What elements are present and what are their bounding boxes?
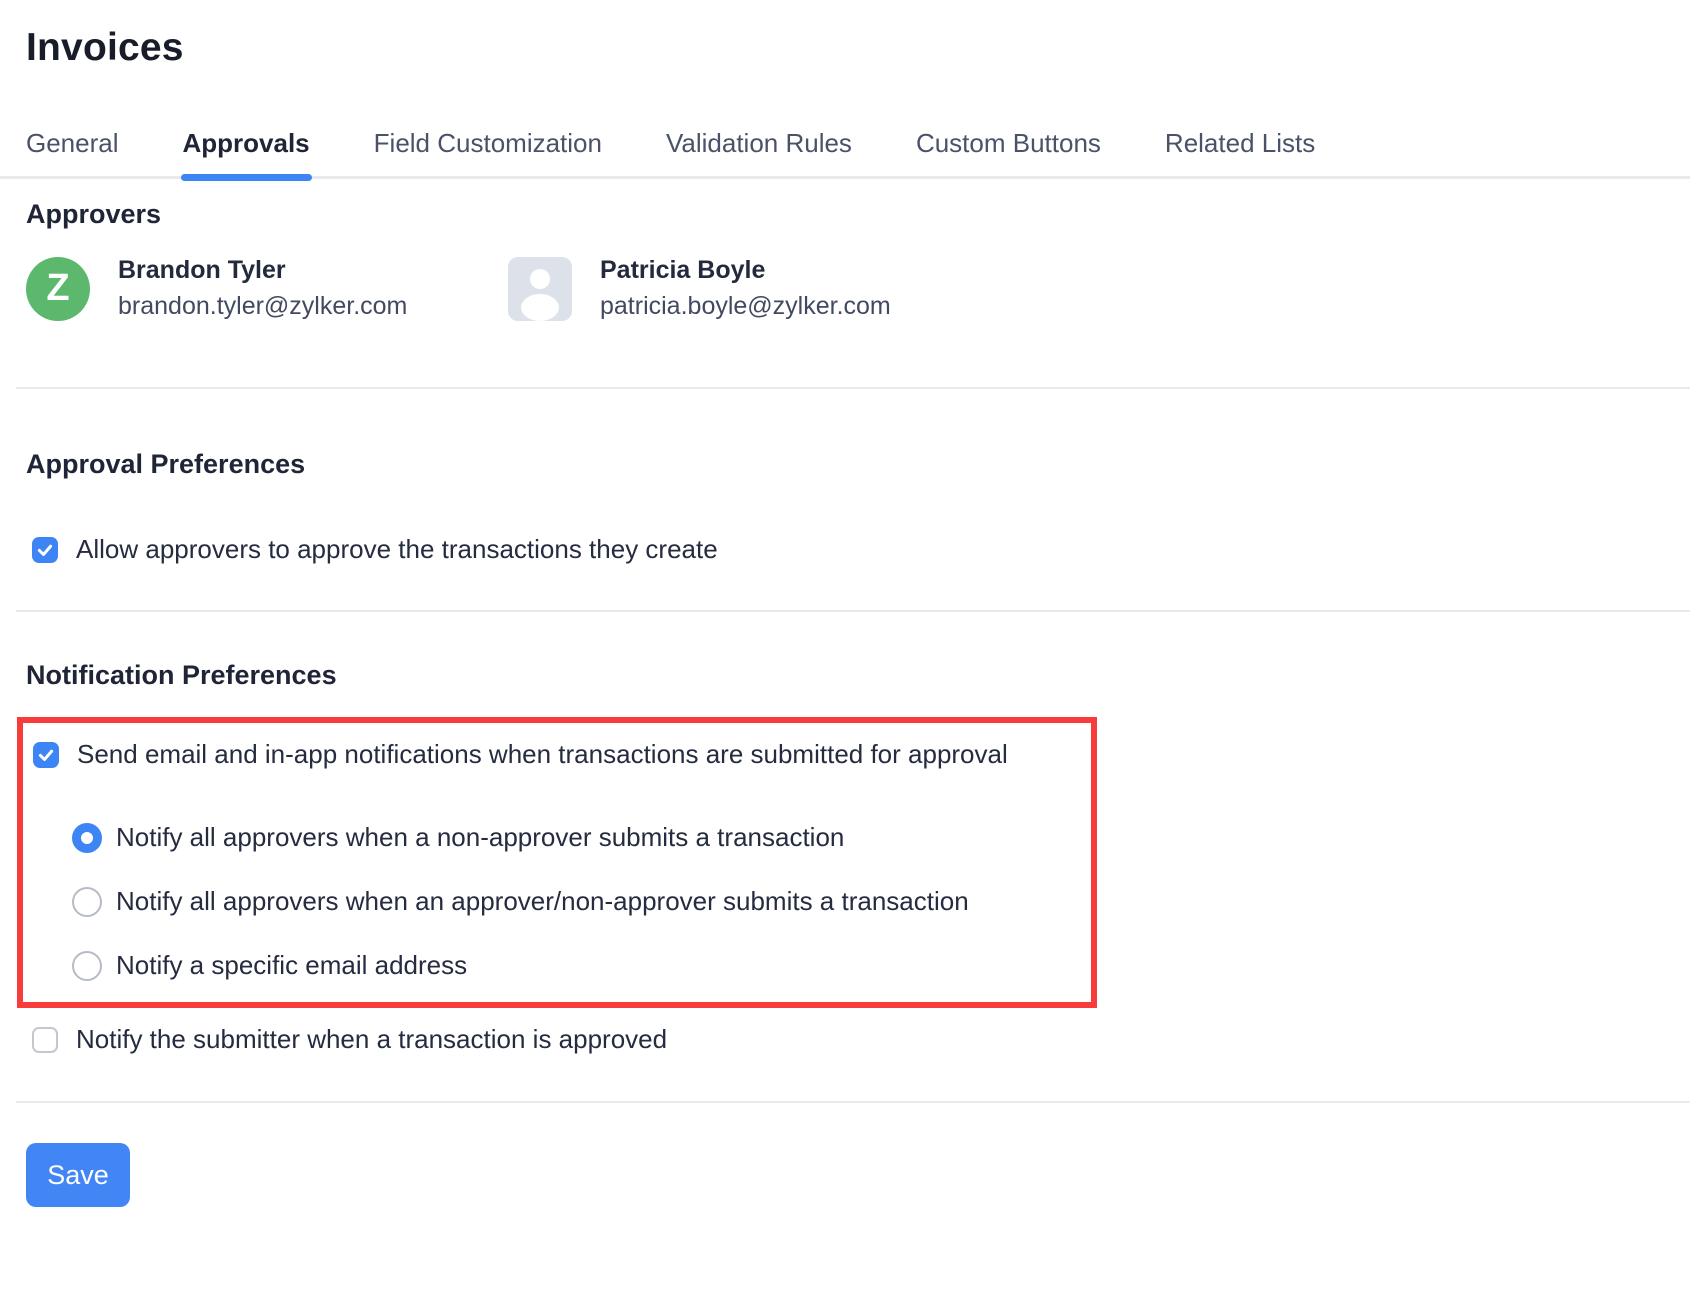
save-button[interactable]: Save <box>26 1143 130 1207</box>
approver-item <box>508 256 990 321</box>
radio-row <box>72 822 1091 853</box>
check-icon <box>37 746 55 764</box>
notify-specific-email-radio[interactable] <box>72 951 102 981</box>
approvers-list <box>26 256 1690 321</box>
divider <box>16 1101 1690 1103</box>
approver-text <box>600 256 891 321</box>
avatar: Z <box>26 257 90 321</box>
approver-email: brandon.tyler@zylker.com <box>118 292 408 320</box>
approvers-heading: Approvers <box>26 199 162 229</box>
divider <box>16 610 1690 612</box>
notify-submitter-checkbox[interactable] <box>32 1027 58 1053</box>
notify-approver-non-approver-radio[interactable] <box>72 887 102 917</box>
notify-non-approver-label: Notify all approvers when a non-approver submits a transaction <box>116 822 845 852</box>
highlight-box <box>17 717 1097 1008</box>
divider <box>16 387 1690 389</box>
page-title: Invoices <box>26 26 184 69</box>
allow-approvers-label: Allow approvers to approve the transactions they create <box>76 534 718 564</box>
notify-specific-email-label: Notify a specific email address <box>116 950 468 980</box>
notify-approver-non-approver-label: Notify all approvers when an approver/non-approver submits a transaction <box>116 886 969 916</box>
tab-field-customization[interactable]: Field Customization <box>373 128 602 158</box>
tab-approvals[interactable]: Approvals <box>183 128 310 176</box>
approver-text <box>118 256 407 321</box>
notify-non-approver-radio[interactable] <box>72 823 102 853</box>
notify-submitter-row <box>32 1024 1690 1055</box>
tab-validation-rules[interactable]: Validation Rules <box>665 128 852 158</box>
approval-preferences-heading: Approval Preferences <box>26 449 306 479</box>
notify-radio-group <box>72 822 1091 981</box>
notify-submitter-label: Notify the submitter when a transaction is approved <box>76 1024 668 1054</box>
tab-general[interactable]: General <box>26 128 119 158</box>
notification-preferences-heading: Notification Preferences <box>26 660 337 690</box>
allow-approvers-row <box>32 534 1690 565</box>
radio-row <box>72 950 1091 981</box>
send-notifications-checkbox[interactable] <box>33 742 59 768</box>
approver-name: Brandon Tyler <box>118 256 286 284</box>
approver-item <box>26 256 508 321</box>
send-notifications-label: Send email and in-app notifications when transactions are submitted for approval <box>77 739 1008 769</box>
allow-approvers-checkbox[interactable] <box>32 537 58 563</box>
avatar <box>508 257 572 321</box>
send-notifications-row <box>33 739 1091 770</box>
radio-row <box>72 886 1091 917</box>
tab-bar <box>0 128 1690 179</box>
tab-related-lists[interactable]: Related Lists <box>1164 128 1316 158</box>
check-icon <box>36 541 54 559</box>
approver-email: patricia.boyle@zylker.com <box>600 292 891 320</box>
tab-custom-buttons[interactable]: Custom Buttons <box>915 128 1101 158</box>
person-icon <box>521 257 559 321</box>
approver-name: Patricia Boyle <box>600 256 766 284</box>
